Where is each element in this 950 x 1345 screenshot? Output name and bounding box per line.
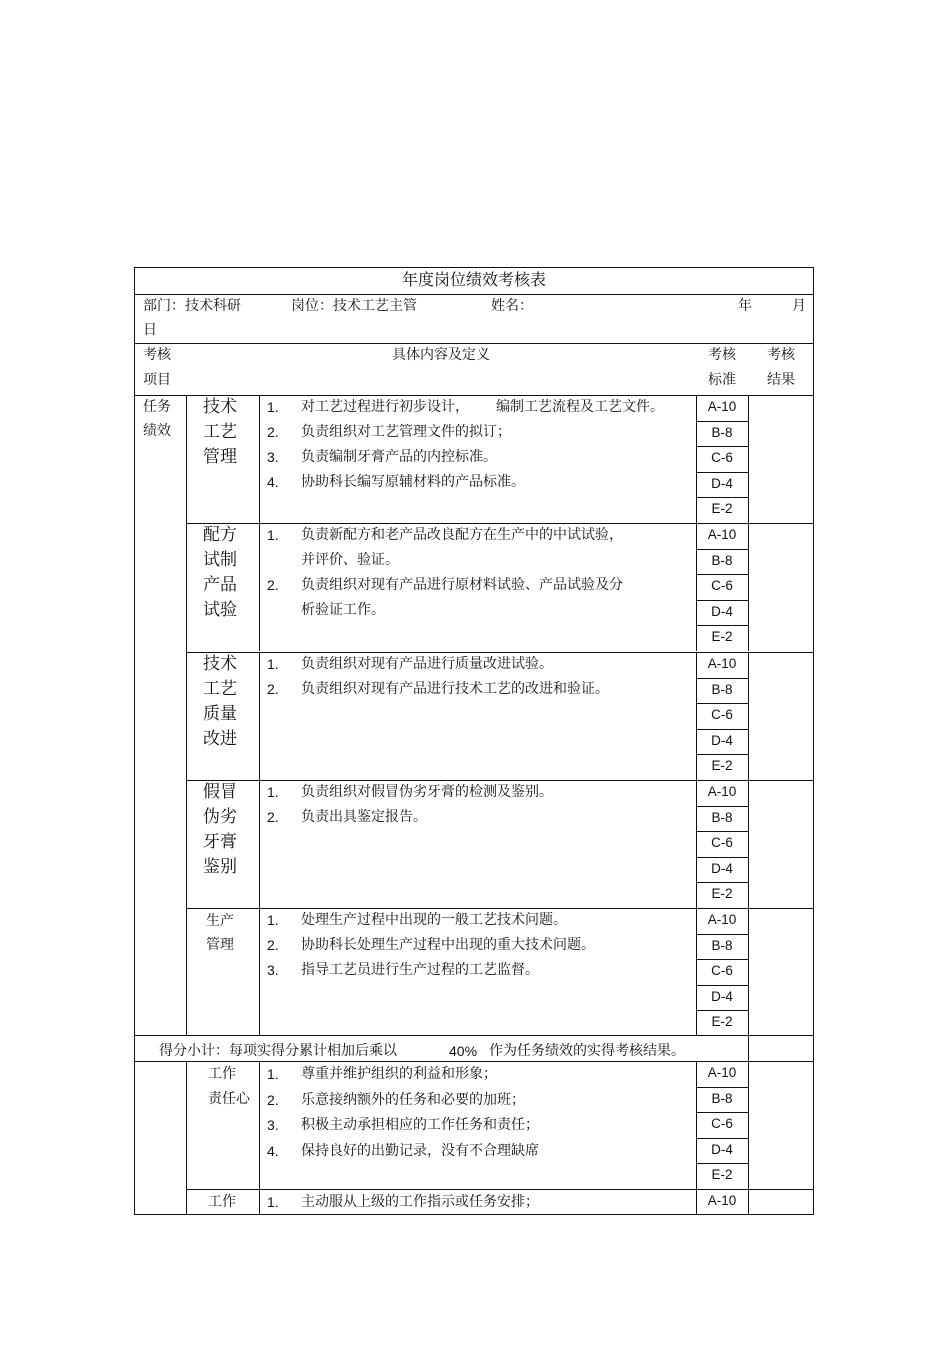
performance-appraisal-table — [134, 267, 814, 1215]
section-divider-result — [748, 1061, 749, 1189]
section-name-line: 质量 — [203, 704, 237, 724]
section-divider-name — [259, 652, 260, 780]
section-divider-name — [259, 908, 260, 1036]
grade-option: C-6 — [711, 450, 733, 466]
grade-option: D-4 — [711, 732, 733, 748]
section-top-border — [186, 908, 814, 909]
grade-option: A-10 — [707, 912, 737, 927]
item-number: 2. — [267, 577, 279, 593]
section-name-line: 产品 — [203, 575, 237, 595]
task-label-line1: 任务 — [143, 399, 171, 415]
item-text: 尊重并维护组织的利益和形象； — [301, 1066, 497, 1082]
grade-option: E-2 — [711, 1167, 733, 1183]
subtotal-text-2: 作为任务绩效的实得考核结果。 — [489, 1043, 685, 1059]
grade-cell-border — [696, 985, 748, 986]
subtotal-percent: 40% — [449, 1043, 478, 1059]
header-standard-line1: 考核 — [708, 347, 736, 363]
grade-option: B-8 — [711, 809, 733, 825]
item-number: 1. — [267, 399, 279, 415]
header-result-line2: 结果 — [767, 372, 795, 388]
header-result-line1: 考核 — [767, 347, 795, 363]
grade-option: D-4 — [711, 603, 733, 619]
section-divider-result — [748, 523, 749, 651]
grade-cell-border — [696, 882, 748, 883]
subtotal-top-border — [134, 1035, 814, 1036]
grade-option: B-8 — [711, 424, 733, 440]
item-text: 负责编制牙膏产品的内控标准。 — [301, 449, 497, 465]
grade-cell-border — [696, 421, 748, 422]
section-divider-name — [259, 1189, 260, 1215]
grade-option: E-2 — [711, 629, 733, 645]
grade-option: B-8 — [711, 552, 733, 568]
item-text: 析验证工作。 — [301, 602, 385, 618]
grade-option: C-6 — [711, 707, 733, 723]
section-name-line: 试制 — [203, 550, 237, 570]
subtotal-result-divider — [748, 1035, 749, 1061]
info-divider — [134, 343, 814, 344]
item-text: 保持良好的出勤记录，没有不合理缺席 — [301, 1142, 539, 1159]
grade-option: D-4 — [711, 860, 733, 876]
section-top-border — [186, 652, 814, 653]
section-name-line: 伪劣 — [203, 807, 237, 827]
item-number: 2. — [267, 809, 279, 825]
section-top-border — [186, 1189, 814, 1190]
grade-option: C-6 — [711, 1116, 733, 1132]
grade-option: D-4 — [711, 475, 733, 491]
grade-cell-border — [696, 729, 748, 730]
grade-option: E-2 — [711, 501, 733, 517]
section-top-border — [186, 395, 814, 396]
item-number: 4. — [267, 1142, 279, 1159]
item-text: 负责组织对工艺管理文件的拟订； — [301, 424, 511, 440]
item-text: 负责新配方和老产品改良配方在生产中的中试试验， — [301, 527, 623, 543]
grade-cell-border — [696, 446, 748, 447]
section-name-line: 责任心 — [208, 1091, 250, 1107]
page-title: 年度岗位绩效考核表 — [401, 270, 546, 289]
grade-cell-border — [696, 1138, 748, 1139]
grade-option: B-8 — [711, 937, 733, 953]
section-name-line: 假冒 — [203, 782, 237, 802]
section-name-line: 技术 — [203, 397, 237, 417]
item-text: 主动服从上级的工作指示或任务安排； — [301, 1194, 539, 1210]
grade-option: B-8 — [711, 681, 733, 697]
grade-cell-border — [696, 497, 748, 498]
section-name-line: 配方 — [203, 525, 237, 545]
item-number: 4. — [267, 474, 279, 490]
item-number: 2. — [267, 1091, 279, 1108]
item-number: 2. — [267, 681, 279, 697]
header-standard-line2: 标准 — [708, 372, 736, 388]
item-text: 负责组织对现有产品进行质量改进试验。 — [301, 656, 553, 672]
item-text: 并评价、验证。 — [301, 552, 399, 568]
department-field: 部门：技术科研 — [143, 298, 241, 314]
section-divider-result — [748, 1189, 749, 1215]
grade-option: E-2 — [711, 758, 733, 774]
grade-option: A-10 — [707, 656, 737, 671]
section-name-line: 鉴别 — [203, 857, 237, 877]
grade-cell-border — [696, 600, 748, 601]
grade-option: E-2 — [711, 1014, 733, 1030]
section-divider-result — [748, 780, 749, 908]
item-text: 协助科长编写原辅材料的产品标准。 — [301, 474, 525, 490]
grade-cell-border — [696, 625, 748, 626]
section-top-border — [186, 1061, 814, 1062]
grade-cell-border — [696, 959, 748, 960]
grade-option: B-8 — [711, 1090, 733, 1106]
table-border-left — [134, 267, 135, 1215]
grade-option: A-10 — [707, 527, 737, 542]
section-name-line: 工艺 — [203, 422, 237, 442]
section-divider-name — [259, 1061, 260, 1189]
attitude-column-border — [186, 1061, 187, 1215]
item-text: 积极主动承担相应的工作任务和责任； — [301, 1117, 539, 1133]
item-number: 1. — [267, 1194, 279, 1210]
header-content: 具体内容及定义 — [392, 347, 490, 363]
section-name-line: 管理 — [206, 937, 234, 953]
grade-option: D-4 — [711, 988, 733, 1004]
item-text: 协助科长处理生产过程中出现的重大技术问题。 — [301, 937, 595, 953]
grade-cell-border — [696, 857, 748, 858]
item-number: 1. — [267, 1066, 279, 1082]
name-field: 姓名： — [491, 298, 533, 314]
header-item-line2: 项目 — [143, 372, 171, 388]
grade-option: A-10 — [707, 1065, 737, 1080]
grade-option: C-6 — [711, 578, 733, 594]
section-divider-result — [748, 652, 749, 780]
grade-option: C-6 — [711, 835, 733, 851]
item-number: 2. — [267, 424, 279, 440]
section-divider-name — [259, 780, 260, 908]
section-name-line: 工艺 — [203, 679, 237, 699]
year-label: 年 — [738, 298, 752, 314]
table-border-top — [134, 267, 814, 268]
item-number: 2. — [267, 937, 279, 953]
grade-cell-border — [696, 934, 748, 935]
grade-cell-border — [696, 472, 748, 473]
item-number: 1. — [267, 656, 279, 672]
item-number: 1. — [267, 527, 279, 543]
section-name-line: 生产 — [206, 913, 234, 929]
table-border-right — [813, 267, 814, 1215]
item-text: 指导工艺员进行生产过程的工艺监督。 — [301, 962, 539, 978]
grade-option: A-10 — [707, 1193, 737, 1208]
grade-cell-border — [696, 806, 748, 807]
item-text: 对工艺过程进行初步设计， — [301, 399, 469, 415]
day-label: 日 — [143, 322, 157, 338]
item-text: 乐意接纳额外的任务和必要的加班； — [301, 1091, 525, 1108]
section-name-line: 试验 — [203, 600, 237, 620]
item-number: 3. — [267, 449, 279, 465]
section-name-line: 牙膏 — [203, 832, 237, 852]
item-text: 负责组织对现有产品进行原材料试验、产品试验及分 — [301, 577, 623, 593]
subtotal-text: 得分小计：每项实得分累计相加后乘以 — [159, 1043, 397, 1059]
section-name-line: 技术 — [203, 654, 237, 674]
title-divider — [134, 294, 814, 295]
grade-cell-border — [696, 1010, 748, 1011]
grade-option: D-4 — [711, 1141, 733, 1157]
section-name-line: 工作 — [208, 1194, 236, 1210]
item-number: 3. — [267, 1117, 279, 1133]
section-divider-result — [748, 908, 749, 1036]
grade-option: E-2 — [711, 886, 733, 902]
section-top-border — [186, 523, 814, 524]
task-label-line2: 绩效 — [143, 423, 171, 439]
item-number: 1. — [267, 784, 279, 800]
grade-cell-border — [696, 1087, 748, 1088]
item-number: 1. — [267, 912, 279, 928]
grade-option: A-10 — [707, 784, 737, 799]
item-text: 负责出具鉴定报告。 — [301, 809, 427, 825]
grade-option: C-6 — [711, 963, 733, 979]
table-border-bottom — [134, 1214, 814, 1215]
grade-cell-border — [696, 549, 748, 550]
item-text-continued: 编制工艺流程及工艺文件。 — [496, 399, 664, 415]
section-divider-name — [259, 523, 260, 651]
item-text: 处理生产过程中出现的一般工艺技术问题。 — [301, 912, 567, 928]
month-label: 月 — [792, 298, 806, 314]
grade-option: A-10 — [707, 399, 737, 414]
section-name-line: 管理 — [203, 447, 237, 467]
section-name-line: 改进 — [203, 729, 237, 749]
section-name-line: 工作 — [208, 1066, 236, 1082]
section-top-border — [186, 780, 814, 781]
grade-cell-border — [696, 1112, 748, 1113]
grade-cell-border — [696, 703, 748, 704]
header-item-line1: 考核 — [143, 347, 171, 363]
grade-cell-border — [696, 831, 748, 832]
section-divider-name — [259, 395, 260, 523]
item-text: 负责组织对假冒伪劣牙膏的检测及鉴别。 — [301, 784, 553, 800]
grade-cell-border — [696, 754, 748, 755]
grade-cell-border — [696, 574, 748, 575]
position-field: 岗位：技术工艺主管 — [291, 298, 417, 314]
grade-cell-border — [696, 1163, 748, 1164]
task-column-border — [186, 395, 187, 1035]
grade-cell-border — [696, 678, 748, 679]
item-text: 负责组织对现有产品进行技术工艺的改进和验证。 — [301, 681, 609, 697]
section-divider-result — [748, 395, 749, 523]
item-number: 3. — [267, 962, 279, 978]
